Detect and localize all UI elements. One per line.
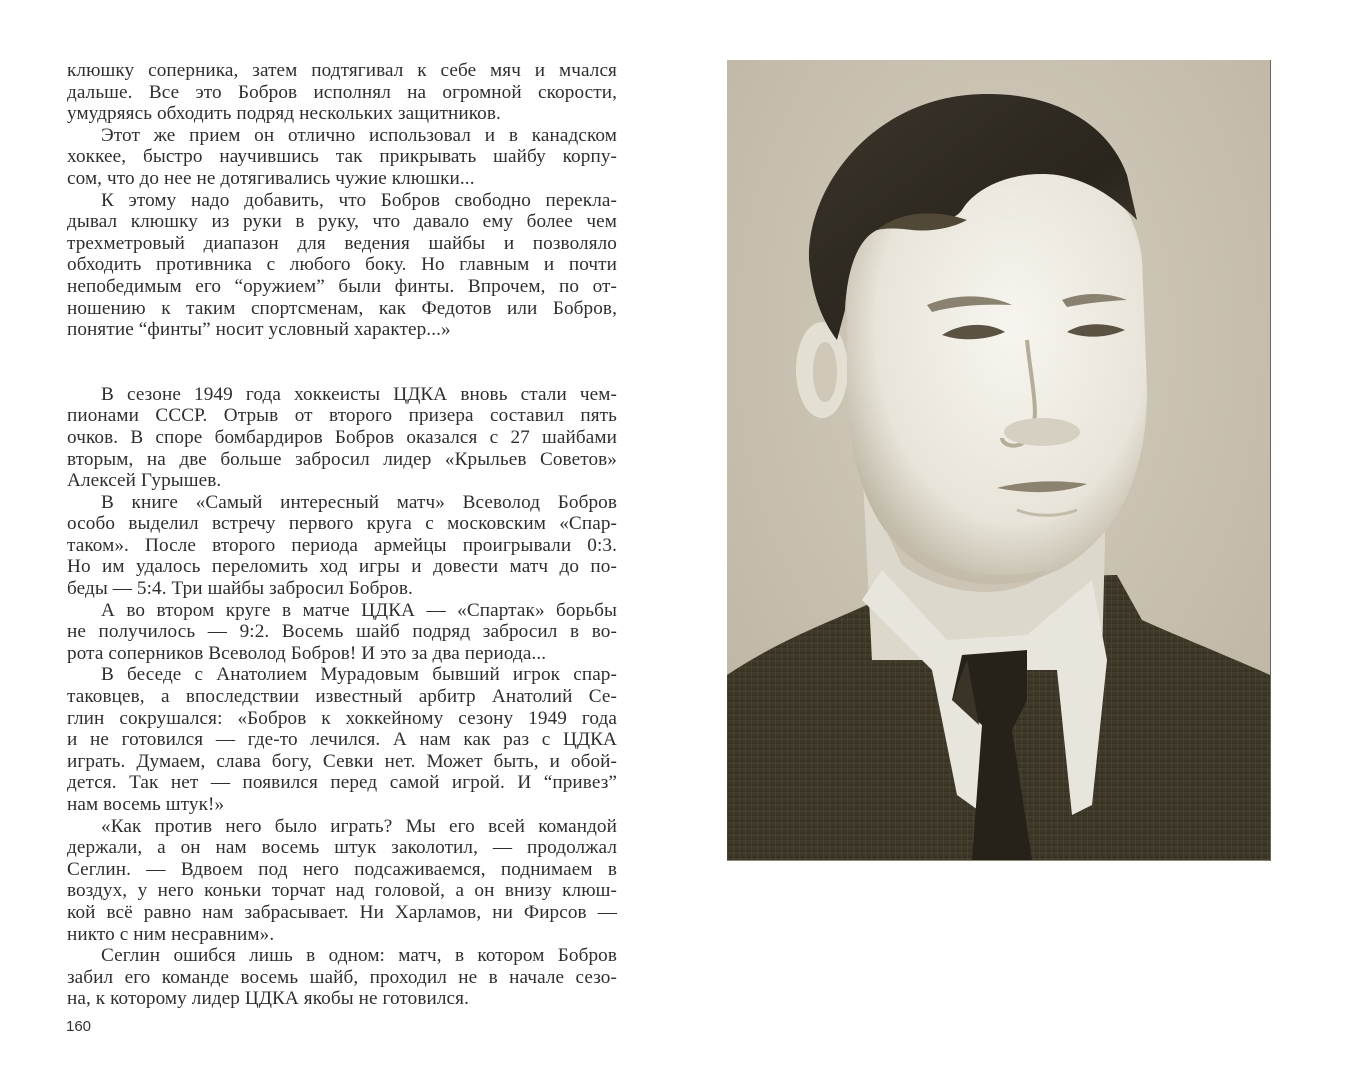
paragraph: [67, 125, 617, 190]
paragraph: [67, 384, 617, 492]
text-line: В беседе с Анатолием Мурадовым бывший игрок спар-: [101, 664, 617, 686]
text-line: Сеглин. — Вдвоем под него подсаживаемся, поднимаем в: [67, 858, 617, 880]
portrait-photo: [727, 60, 1271, 861]
paragraph: [67, 664, 617, 815]
text-line: Сеглин ошибся лишь в одном: матч, в котором Бобров: [101, 945, 617, 967]
text-line: трехметровый диапазон для ведения шайбы и позволяло: [67, 232, 617, 254]
text-line: «Как против него было играть? Мы его всей командой: [101, 815, 617, 837]
text-line: особо выделил встречу первого круга с московским «Спар-: [67, 513, 617, 535]
text-line: никто с ним несравним».: [67, 923, 275, 945]
text-line: кой всё равно нам забрасывает. Ни Харламов, ни Фирсов —: [67, 901, 617, 923]
text-line: дывал клюшку из руки в руку, что давало ему более чем: [67, 211, 617, 233]
portrait-image: [727, 60, 1270, 860]
paragraph: [67, 945, 617, 1010]
text-line: играть. Думаем, слава богу, Севки нет. Может быть, и обой-: [67, 750, 617, 772]
section-break: [67, 341, 617, 384]
text-line: клюшку соперника, затем подтягивал к себе мяч и мчался: [67, 60, 617, 81]
text-line: К этому надо добавить, что Бобров свободно перекла-: [101, 189, 617, 211]
paragraph: [67, 600, 617, 665]
text-line: ношению к таким спортсменам, как Федотов или Бобров,: [67, 297, 617, 319]
text-line: В книге «Самый интересный матч» Всеволод Бобров: [101, 491, 617, 513]
text-line: непобедимым его “оружием” были финты. Впрочем, по от-: [67, 275, 617, 297]
text-line: обходить противника с любого боку. Но главным и почти: [67, 254, 617, 276]
text-line: беды — 5:4. Три шайбы забросил Бобров.: [67, 578, 413, 600]
text-line: сом, что до нее не дотягивались чужие клюшки...: [67, 167, 475, 189]
text-line: рота соперников Всеволод Бобров! И это за два периода...: [67, 642, 547, 664]
paragraph: [67, 492, 617, 600]
text-line: забил его команде восемь шайб, проходил не в начале сезо-: [67, 966, 617, 988]
text-line: дется. Так нет — появился перед самой игрой. И “привез”: [67, 772, 617, 794]
page-number: 160: [66, 1018, 92, 1035]
text-line: воздух, у него коньки торчат над головой, а он внизу клюш-: [67, 880, 617, 902]
paragraph: [67, 60, 617, 125]
text-line: не получилось — 9:2. Восемь шайб подряд забросил в во-: [67, 621, 617, 643]
text-line: вторым, на две больше забросил лидер «Крыльев Советов»: [67, 448, 617, 470]
text-line: и не готовился — где-то лечился. А нам как раз с ЦДКА: [67, 729, 617, 751]
paragraph: [67, 816, 617, 946]
text-line: умудряясь обходить подряд нескольких защитников.: [67, 103, 501, 125]
text-line: на, к которому лидер ЦДКА якобы не готовился.: [67, 988, 469, 1010]
text-line: Этот же прием он отлично использовал и в канадском: [101, 124, 617, 146]
paragraph: [67, 190, 617, 341]
text-line: пионами СССР. Отрыв от второго призера составил пять: [67, 405, 617, 427]
text-line: В сезоне 1949 года хоккеисты ЦДКА вновь стали чем-: [101, 383, 617, 405]
text-line: нам восемь штук!»: [67, 794, 225, 815]
text-line: Алексей Гурышев.: [67, 470, 222, 492]
text-line: таковцев, а впоследствии известный арбитр Анатолий Се-: [67, 686, 617, 708]
text-line: понятие “финты” носит условный характер...»: [67, 319, 451, 341]
text-column: [67, 60, 617, 1010]
text-line: дальше. Все это Бобров исполнял на огромной скорости,: [67, 81, 617, 103]
text-line: держали, а он нам восемь штук заколотил, — продолжал: [67, 837, 617, 859]
text-line: глин сокрушался: «Бобров к хоккейному сезону 1949 года: [67, 707, 617, 729]
text-line: хоккее, быстро научившись так прикрывать шайбу корпу-: [67, 146, 617, 168]
text-line: очков. В споре бомбардиров Бобров оказался с 27 шайбами: [67, 426, 617, 448]
text-line: А во втором круге в матче ЦДКА — «Спартак» борьбы: [101, 599, 617, 621]
text-line: таком». После второго периода армейцы проигрывали 0:3.: [67, 534, 617, 556]
text-line: Но им удалось переломить ход игры и довести матч до по-: [67, 556, 617, 578]
